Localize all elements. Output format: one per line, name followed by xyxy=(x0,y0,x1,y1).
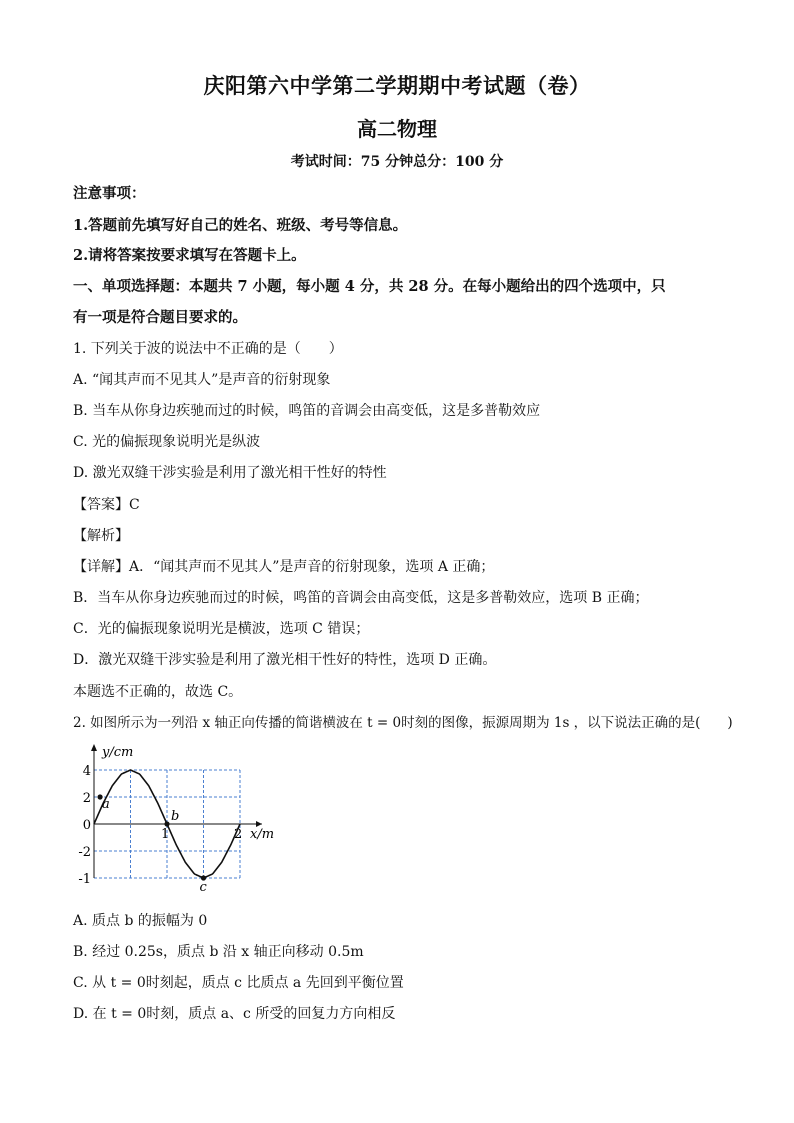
notice-item-2: 2.请将答案按要求填写在答题卡上。 xyxy=(73,247,306,264)
y-axis-label: y/cm xyxy=(102,745,134,760)
q1-detail-c: C．光的偏振现象说明光是横波，选项 C 错误； xyxy=(73,621,370,637)
x-axis-label: x/m xyxy=(250,827,275,842)
notice-heading: 注意事项： xyxy=(73,185,146,202)
q1-option-a: A. “闻其声而不见其人”是声音的衍射现象 xyxy=(73,372,331,388)
q2-option-c: C. 从 t = 0时刻起，质点 c 比质点 a 先回到平衡位置 xyxy=(73,975,404,991)
exam-info: 考试时间：75 分钟总分：100 分 xyxy=(290,154,504,170)
q1-analysis-label: 【解析】 xyxy=(73,528,129,544)
y-tick-label: 4 xyxy=(82,764,91,779)
y-tick-label: 0 xyxy=(82,818,91,833)
q1-option-d: D. 激光双缝干涉实验是利用了激光相干性好的特性 xyxy=(73,465,387,481)
page-subtitle: 高二物理 xyxy=(357,117,437,141)
q2-stem: 2. 如图所示为一列沿 x 轴正向传播的简谐横波在 t = 0时刻的图像，振源周期为 1s ，以下说法正确的是( ) xyxy=(73,715,733,731)
q1-stem: 1. 下列关于波的说法中不正确的是（ ） xyxy=(73,341,343,357)
y-tick-label: 2 xyxy=(82,791,91,806)
point-label-c: c xyxy=(199,880,207,895)
q2-option-d: D. 在 t = 0时刻，质点 a、c 所受的回复力方向相反 xyxy=(73,1006,396,1022)
notice-item-1: 1.答题前先填写好自己的姓名、班级、考号等信息。 xyxy=(73,217,408,234)
point-label-a: a xyxy=(102,797,110,812)
page-title: 庆阳第六中学第二学期期中考试题（卷） xyxy=(203,73,591,98)
y-tick-label: -1 xyxy=(78,872,91,887)
q1-answer: 【答案】C xyxy=(73,497,140,513)
wave-chart xyxy=(78,742,320,895)
q1-option-b: B. 当车从你身边疾驰而过的时候，鸣笛的音调会由高变低，这是多普勒效应 xyxy=(73,403,541,419)
point-label-b: b xyxy=(171,809,180,824)
section-heading-line-1: 一、单项选择题：本题共 7 小题，每小题 4 分，共 28 分。在每小题给出的四个选项中，只 xyxy=(73,278,666,295)
chart-points xyxy=(97,794,207,895)
q1-detail-d: D．激光双缝干涉实验是利用了激光相干性好的特性，选项 D 正确。 xyxy=(73,652,497,668)
q1-detail-b: B．当车从你身边疾驰而过的时候，鸣笛的音调会由高变低，这是多普勒效应，选项 B 正确； xyxy=(73,590,649,606)
q2-option-b: B. 经过 0.25s，质点 b 沿 x 轴正向移动 0.5m xyxy=(73,944,364,960)
q1-conclusion: 本题选不正确的，故选 C。 xyxy=(73,684,243,700)
q1-detail-a: 【详解】A．“闻其声而不见其人”是声音的衍射现象，选项 A 正确； xyxy=(73,559,495,575)
point-b xyxy=(164,821,169,826)
section-heading-line-2: 有一项是符合题目要求的。 xyxy=(73,309,247,326)
x-tick-label: 2 xyxy=(234,827,243,842)
y-tick-label: -2 xyxy=(78,845,91,860)
q1-option-c: C. 光的偏振现象说明光是纵波 xyxy=(73,434,261,450)
y-axis-arrow xyxy=(91,744,97,751)
x-tick-label: 1 xyxy=(161,827,170,842)
q2-option-a: A. 质点 b 的振幅为 0 xyxy=(73,913,208,929)
